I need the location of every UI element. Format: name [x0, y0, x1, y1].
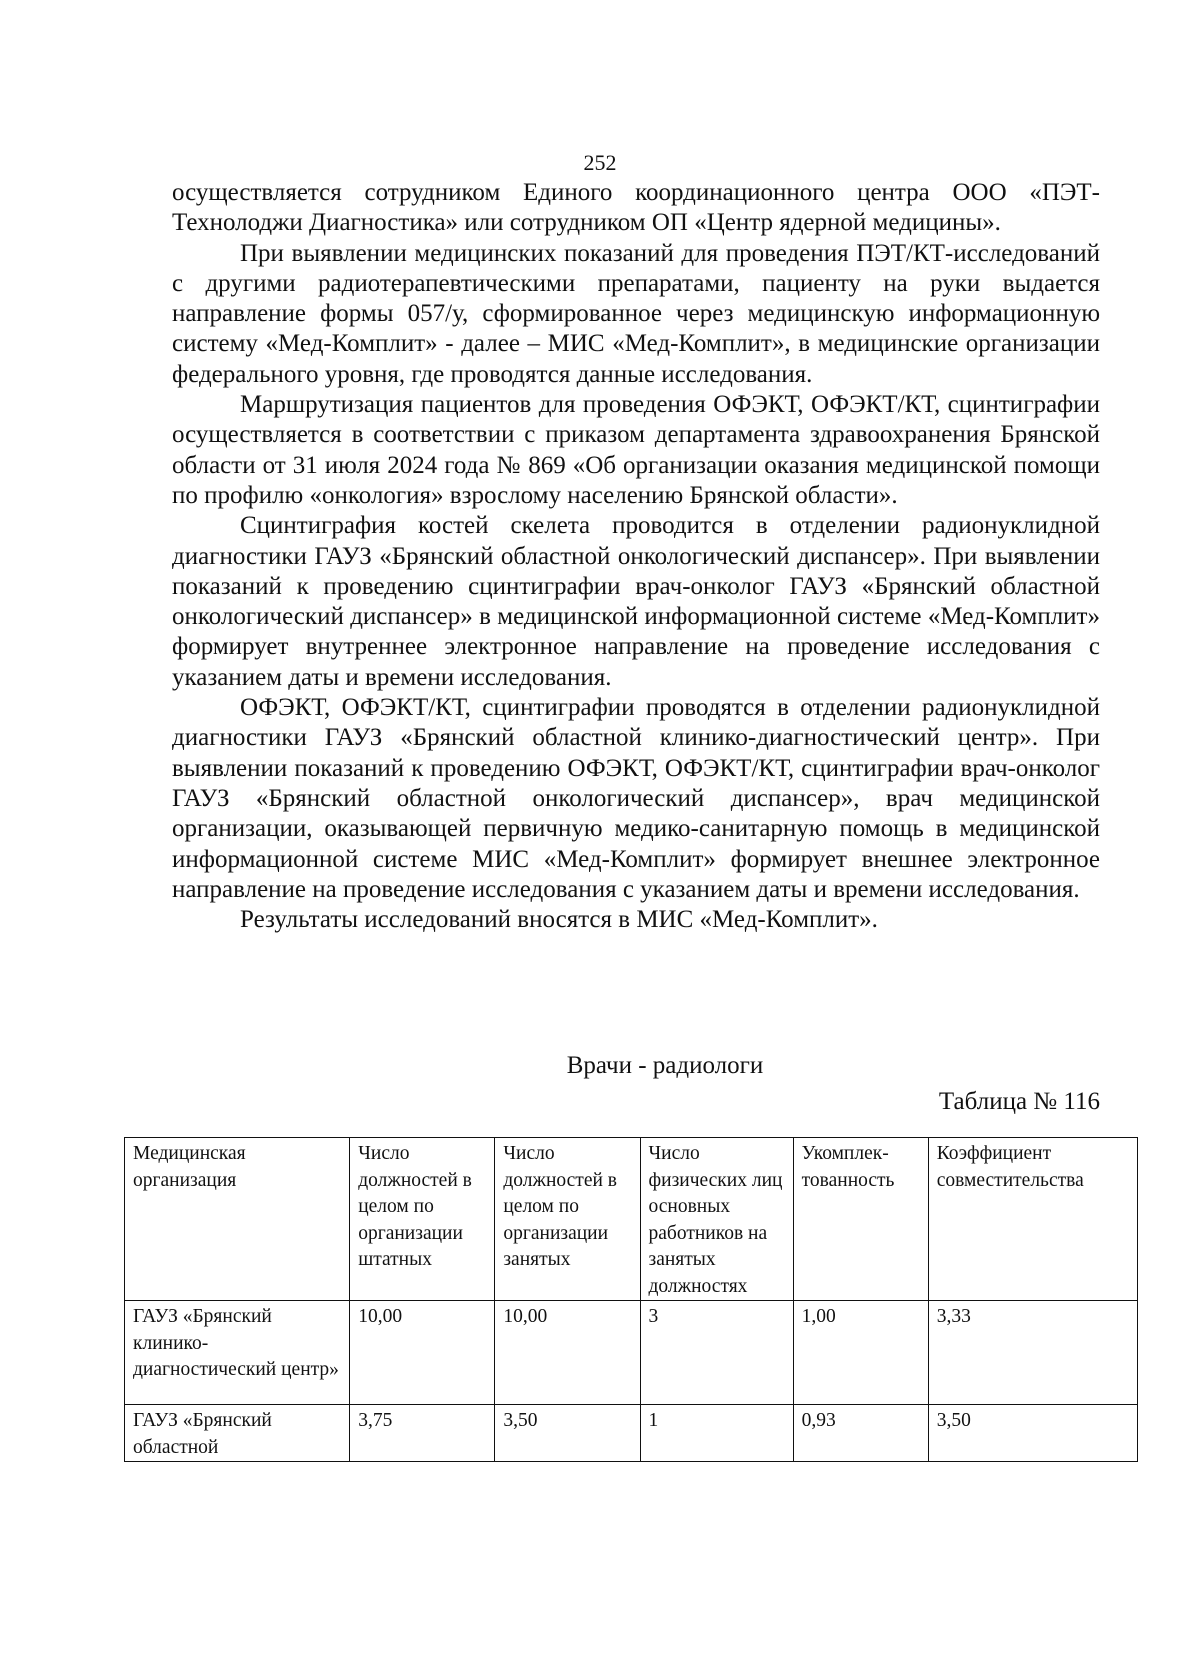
table-number-label: Таблица № 116 [938, 1088, 1100, 1115]
table-row [125, 1301, 1138, 1405]
paragraph: ОФЭКТ, ОФЭКТ/КТ, сцинтиграфии проводятся в отделении радионуклидной диагностики ГАУЗ «Брянский областной клинико-диагностический центр». При выявлении показаний к проведению ОФЭКТ, ОФЭКТ/КТ, сцинтиграфии врач-онколог ГАУЗ «Брянский областной онкологический диспансер», врач медицинской организации, оказывающей первичную медико-санитарную помощь в медицинской информационной системе МИС «Мед-Комплит» формирует внешнее электронное направление на проведение исследования с указанием даты и времени исследования. [172, 694, 1100, 903]
cell-staffing-level: 1,00 [793, 1301, 928, 1405]
cell-physical-persons: 3 [640, 1301, 793, 1405]
header-organization: Медицинская организация [125, 1138, 350, 1301]
cell-positions-staff: 10,00 [350, 1301, 495, 1405]
header-part-time-ratio: Коэффициент совместительства [928, 1138, 1137, 1301]
cell-positions-occupied: 10,00 [495, 1301, 640, 1405]
table-row [125, 1405, 1138, 1462]
header-physical-persons: Число физических лиц основных работников на занятых должностях [640, 1138, 793, 1301]
paragraph: осуществляется сотрудником Единого координационного центра ООО «ПЭТ-Технолоджи Диагностика» или сотрудником ОП «Центр ядерной медицины». [172, 179, 1100, 237]
cell-positions-occupied: 3,50 [495, 1405, 640, 1462]
header-positions-occupied: Число должностей в целом по организации занятых [495, 1138, 640, 1301]
paragraph: Маршрутизация пациентов для проведения ОФЭКТ, ОФЭКТ/КТ, сцинтиграфии осуществляется в соответствии с приказом департамента здравоохранения Брянской области от 31 июля 2024 года № 869 «Об организации оказания медицинской помощи по профилю «онкология» взрослому населению Брянской области». [172, 391, 1100, 509]
cell-organization: ГАУЗ «Брянский областной [125, 1405, 350, 1462]
cell-part-time-ratio: 3,50 [928, 1405, 1137, 1462]
paragraph: Результаты исследований вносятся в МИС «Мед-Комплит». [240, 906, 878, 934]
table-title: Врачи - радиологи [566, 1052, 764, 1079]
cell-physical-persons: 1 [640, 1405, 793, 1462]
cell-positions-staff: 3,75 [350, 1405, 495, 1462]
staff-table [124, 1137, 1138, 1462]
page-number: 252 [583, 150, 617, 175]
document-body [172, 178, 1100, 935]
cell-part-time-ratio: 3,33 [928, 1301, 1137, 1405]
header-positions-staff: Число должностей в целом по организации штатных [350, 1138, 495, 1301]
cell-organization: ГАУЗ «Брянский клинико-диагностический центр» [125, 1301, 350, 1405]
paragraph: При выявлении медицинских показаний для проведения ПЭТ/КТ-исследований с другими радиотерапевтическими препаратами, пациенту на руки выдается направление формы 057/у, сформированное через медицинскую информационную систему «Мед-Комплит» - далее – МИС «Мед-Комплит», в медицинские организации федерального уровня, где проводятся данные исследования. [172, 239, 1100, 388]
cell-staffing-level: 0,93 [793, 1405, 928, 1462]
table-header-row [125, 1138, 1138, 1301]
header-staffing-level: Укомплек-тованность [793, 1138, 928, 1301]
paragraph: Сцинтиграфия костей скелета проводится в отделении радионуклидной диагностики ГАУЗ «Брянский областной онкологический диспансер». При выявлении показаний к проведению сцинтиграфии врач-онколог ГАУЗ «Брянский областной онкологический диспансер» в медицинской информационной системе «Мед-Комплит» формирует внутреннее электронное направление на проведение исследования с указанием даты и времени исследования. [172, 512, 1100, 691]
